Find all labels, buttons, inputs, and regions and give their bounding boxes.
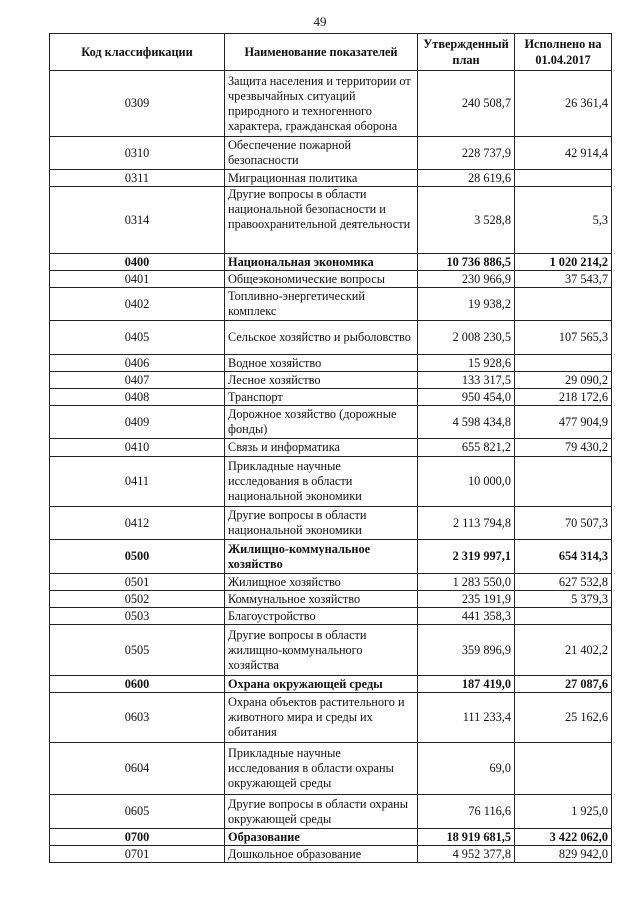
row-code: 0314: [50, 187, 225, 254]
row-plan: 111 233,4: [418, 693, 515, 743]
row-name: Связь и информатика: [225, 439, 418, 457]
table-row: [50, 372, 612, 389]
page-number: 49: [313, 14, 327, 29]
row-code: 0309: [50, 71, 225, 137]
row-name: Прикладные научные исследования в области национальной экономики: [225, 457, 418, 507]
row-done: 70 507,3: [515, 507, 612, 540]
row-plan: 655 821,2: [418, 439, 515, 457]
row-plan: 10 736 886,5: [418, 254, 515, 271]
row-done: 26 361,4: [515, 71, 612, 137]
table-row: [50, 389, 612, 406]
row-code: 0604: [50, 743, 225, 795]
row-code: 0405: [50, 321, 225, 355]
row-name: Водное хозяйство: [225, 355, 418, 372]
row-name: Благоустройство: [225, 608, 418, 625]
row-name: Прикладные научные исследования в области охраны окружающей среды: [225, 743, 418, 795]
row-name: Топливно-энергетический комплекс: [225, 288, 418, 321]
row-done: [515, 288, 612, 321]
table-row: [50, 254, 612, 271]
row-name: Общеэкономические вопросы: [225, 271, 418, 288]
table-row: [50, 846, 612, 863]
row-name: Другие вопросы в области охраны окружающей среды: [225, 795, 418, 829]
table-row: [50, 288, 612, 321]
table-row: [50, 574, 612, 591]
row-code: 0505: [50, 625, 225, 676]
row-code: 0406: [50, 355, 225, 372]
row-code: 0407: [50, 372, 225, 389]
row-name: Другие вопросы в области жилищно-коммунального хозяйства: [225, 625, 418, 676]
row-done: 42 914,4: [515, 137, 612, 170]
row-done: [515, 743, 612, 795]
row-done: 5,3: [515, 187, 612, 254]
table-row: [50, 457, 612, 507]
row-code: 0701: [50, 846, 225, 863]
row-name: Охрана объектов растительного и животного мира и среды их обитания: [225, 693, 418, 743]
row-name: Коммунальное хозяйство: [225, 591, 418, 608]
header-code: Код классификации: [50, 34, 225, 71]
row-plan: 4 952 377,8: [418, 846, 515, 863]
row-done: [515, 355, 612, 372]
row-name: Охрана окружающей среды: [225, 676, 418, 693]
table-row: [50, 795, 612, 829]
row-code: 0600: [50, 676, 225, 693]
header-name: Наименование показателей: [225, 34, 418, 71]
row-done: 627 532,8: [515, 574, 612, 591]
row-plan: 28 619,6: [418, 170, 515, 187]
row-plan: 2 008 230,5: [418, 321, 515, 355]
row-plan: 441 358,3: [418, 608, 515, 625]
budget-table: [49, 33, 612, 863]
row-done: 25 162,6: [515, 693, 612, 743]
row-code: 0402: [50, 288, 225, 321]
row-code: 0311: [50, 170, 225, 187]
row-code: 0412: [50, 507, 225, 540]
table-row: [50, 676, 612, 693]
row-name: Сельское хозяйство и рыболовство: [225, 321, 418, 355]
header-done: Исполнено на 01.04.2017: [515, 34, 612, 71]
row-code: 0310: [50, 137, 225, 170]
row-name: Обеспечение пожарной безопасности: [225, 137, 418, 170]
row-done: 654 314,3: [515, 540, 612, 574]
row-plan: 18 919 681,5: [418, 829, 515, 846]
row-code: 0502: [50, 591, 225, 608]
table-row: [50, 591, 612, 608]
table-row: [50, 187, 612, 254]
row-done: [515, 608, 612, 625]
row-done: 107 565,3: [515, 321, 612, 355]
row-code: 0410: [50, 439, 225, 457]
row-plan: 1 283 550,0: [418, 574, 515, 591]
row-done: 37 543,7: [515, 271, 612, 288]
table-row: [50, 743, 612, 795]
row-done: 477 904,9: [515, 406, 612, 439]
row-done: 218 172,6: [515, 389, 612, 406]
row-code: 0500: [50, 540, 225, 574]
row-plan: 187 419,0: [418, 676, 515, 693]
row-plan: 240 508,7: [418, 71, 515, 137]
header-plan: Утвержденный план: [418, 34, 515, 71]
row-plan: 228 737,9: [418, 137, 515, 170]
row-name: Дорожное хозяйство (дорожные фонды): [225, 406, 418, 439]
table-row: [50, 355, 612, 372]
row-plan: 950 454,0: [418, 389, 515, 406]
row-plan: 10 000,0: [418, 457, 515, 507]
row-plan: 2 113 794,8: [418, 507, 515, 540]
row-code: 0401: [50, 271, 225, 288]
table-row: [50, 507, 612, 540]
row-code: 0409: [50, 406, 225, 439]
table-body: [50, 71, 612, 863]
row-done: 829 942,0: [515, 846, 612, 863]
row-name: Другие вопросы в области национальной экономики: [225, 507, 418, 540]
row-done: 29 090,2: [515, 372, 612, 389]
row-name: Образование: [225, 829, 418, 846]
row-plan: 359 896,9: [418, 625, 515, 676]
row-done: 79 430,2: [515, 439, 612, 457]
row-name: Транспорт: [225, 389, 418, 406]
row-code: 0605: [50, 795, 225, 829]
table-row: [50, 439, 612, 457]
row-code: 0603: [50, 693, 225, 743]
table-row: [50, 170, 612, 187]
table-row: [50, 829, 612, 846]
row-done: 1 925,0: [515, 795, 612, 829]
row-plan: 3 528,8: [418, 187, 515, 254]
row-plan: 76 116,6: [418, 795, 515, 829]
row-code: 0408: [50, 389, 225, 406]
table-row: [50, 608, 612, 625]
row-plan: 69,0: [418, 743, 515, 795]
row-done: 27 087,6: [515, 676, 612, 693]
row-name: Другие вопросы в области национальной безопасности и правоохранительной деятельности: [225, 187, 418, 254]
row-name: Лесное хозяйство: [225, 372, 418, 389]
row-done: [515, 170, 612, 187]
row-plan: 235 191,9: [418, 591, 515, 608]
table-header-row: [50, 34, 612, 71]
row-done: [515, 457, 612, 507]
table-row: [50, 71, 612, 137]
row-plan: 15 928,6: [418, 355, 515, 372]
table-row: [50, 625, 612, 676]
row-plan: 4 598 434,8: [418, 406, 515, 439]
row-plan: 230 966,9: [418, 271, 515, 288]
table-row: [50, 271, 612, 288]
row-name: Жилищно-коммунальное хозяйство: [225, 540, 418, 574]
row-plan: 2 319 997,1: [418, 540, 515, 574]
row-done: 3 422 062,0: [515, 829, 612, 846]
row-code: 0503: [50, 608, 225, 625]
row-done: 1 020 214,2: [515, 254, 612, 271]
row-code: 0411: [50, 457, 225, 507]
row-done: 21 402,2: [515, 625, 612, 676]
table-row: [50, 540, 612, 574]
row-name: Защита населения и территории от чрезвычайных ситуаций природного и техногенного характера, гражданская оборона: [225, 71, 418, 137]
row-plan: 19 938,2: [418, 288, 515, 321]
row-name: Миграционная политика: [225, 170, 418, 187]
row-code: 0400: [50, 254, 225, 271]
table-row: [50, 137, 612, 170]
row-done: 5 379,3: [515, 591, 612, 608]
row-code: 0700: [50, 829, 225, 846]
table-row: [50, 693, 612, 743]
row-name: Жилищное хозяйство: [225, 574, 418, 591]
table-row: [50, 321, 612, 355]
row-plan: 133 317,5: [418, 372, 515, 389]
row-name: Дошкольное образование: [225, 846, 418, 863]
row-name: Национальная экономика: [225, 254, 418, 271]
table-row: [50, 406, 612, 439]
row-code: 0501: [50, 574, 225, 591]
